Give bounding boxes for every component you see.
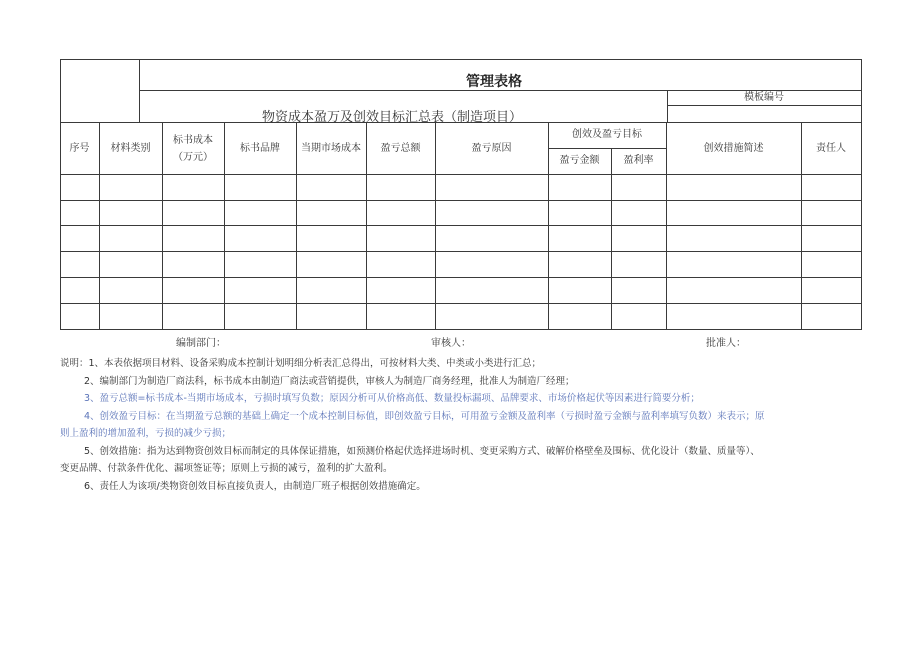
note-1: 说明：1、本表依据项目材料、设备采购成本控制计划明细分析表汇总得出，可按材料大类、中类或小类进行汇总； [60, 358, 542, 369]
col-target-group: 创效及盈亏目标 [572, 129, 642, 140]
col-pl-amount: 盈亏金额 [559, 155, 600, 166]
form-subtitle: 物资成本盈万及创效目标汇总表（制造项目） [262, 110, 523, 125]
compiling-dept-label: 编制部门： [176, 338, 226, 349]
note-6: 6、责任人为该项/类物资创效目标直接负责人，由制造厂班子根据创效措施确定。 [84, 480, 426, 492]
note-5-cont: 变更品牌、付款条件优化、漏项签证等；原则上亏损的减亏，盈利的扩大盈利。 [60, 463, 393, 474]
col-seq: 序号 [69, 143, 90, 154]
note-4-cont: 则上盈利的增加盈利，亏损的减少亏损； [60, 428, 232, 439]
col-bid-cost: 标书成本 [173, 135, 213, 146]
col-market-cost: 当期市场成本 [301, 143, 361, 154]
note-4: 4、创效盈亏目标：在当期盈亏总额的基础上确定一个成本控制目标值，即创效盈亏目标，可用盈亏金额及盈利率（亏损时盈亏金额与盈利率填写负数）来表示；原 [84, 410, 765, 422]
col-bid-cost-unit: （万元） [173, 152, 213, 163]
reviewer-label: 审核人： [431, 338, 471, 349]
notes-section [60, 355, 875, 495]
col-margin: 盈利率 [623, 155, 654, 166]
approver-label: 批准人： [706, 338, 746, 349]
note-5: 5、创效措施：指为达到物资创效目标而制定的具体保证措施，如预测价格起伏选择进场时机、变更采购方式、破解价格壁垒及围标、优化设计（数量、质量等）、 [84, 445, 760, 457]
col-measures: 创效措施简述 [703, 143, 764, 154]
col-owner: 责任人 [816, 143, 846, 154]
note-3: 3、盈亏总额=标书成本-当期市场成本，亏损时填写负数；原因分析可从价格高低、数量投标漏项、品牌要求、市场价格起伏等因素进行简要分析； [84, 393, 700, 404]
template-number-label: 模板编号 [744, 92, 784, 103]
col-bid-brand: 标书品牌 [240, 143, 280, 154]
col-category: 材料类别 [110, 143, 151, 154]
note-2: 2、编制部门为制造厂商法科，标书成本由制造厂商法或营销提供，审核人为制造厂商务经理，批准人为制造厂经理； [84, 375, 575, 387]
col-pl-total: 盈亏总额 [380, 143, 421, 154]
page-title: 管理表格 [466, 74, 522, 90]
col-pl-reason: 盈亏原因 [471, 143, 512, 154]
